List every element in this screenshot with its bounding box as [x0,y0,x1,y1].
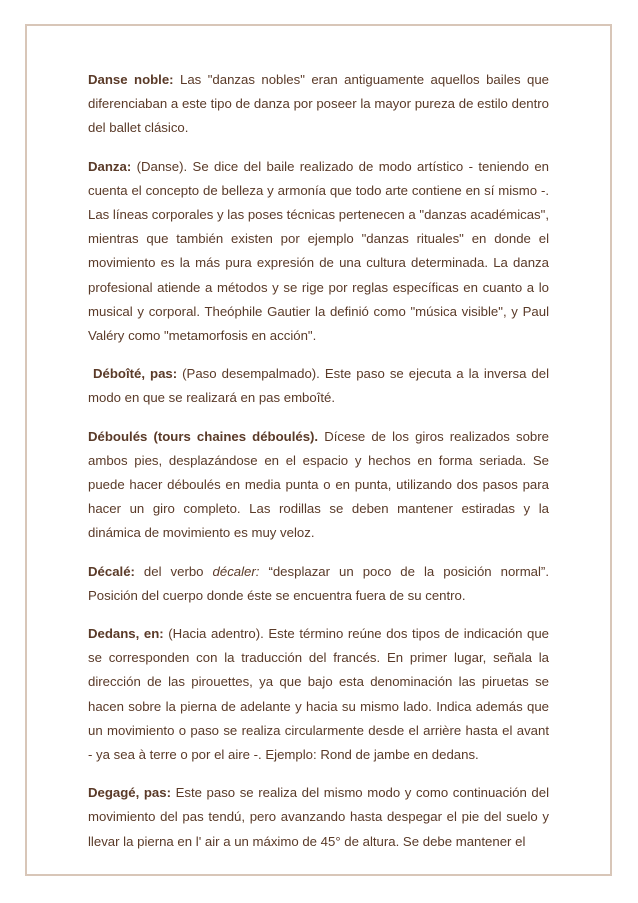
entry-text: (Paso desempalmado). Este paso se ejecuta a la inversa del modo en que se realizará en pas emboîté. [88,366,549,406]
entry-term: Décalé: [88,563,135,579]
entry-term: Dedans, en: [88,626,164,642]
entry-decale [88,560,549,608]
entry-italic-term: décaler: [212,563,260,579]
entry-text: Este paso se realiza del mismo modo y como continuación del movimiento del pas tendú, pero avanzando hasta despegar el pie del suelo y llevar la pierna en l' air a un máximo de 45° de altura. Se debe mantener el [88,785,549,849]
entry-term: Degagé, pas: [88,785,171,801]
entry-deboite [88,362,549,410]
entry-text: (Hacia adentro). Este término reúne dos tipos de indicación que se corresponden con la traducción del francés. En primer lugar, señala la dirección de las pirouettes, ya que bajo esta denominación las piruetas se hacen sobre la pierna de adelante y hacia su mismo lado. Indica además que un movimiento o paso se realiza circularmente desde el arrière hasta el avant - ya sea à terre o por el aire -. Ejemplo: Rond de jambe en dedans. [88,626,550,763]
entry-text: Las "danzas nobles" eran antiguamente aquellos bailes que diferenciaban a este tipo de danza por poseer la mayor pureza de estilo dentro del ballet clásico. [88,72,549,136]
entry-term: Danse noble: [88,72,174,87]
entry-term: Danza: [88,158,132,174]
entry-danse-noble [88,68,549,141]
entry-deboules [88,425,549,546]
entry-text: (Danse). Se dice del baile realizado de modo artístico - teniendo en cuenta el concepto de belleza y armonía que todo arte contiene en sí mismo -. Las líneas corporales y las poses técnicas pertenecen a "danzas académicas", mientras que también existen por ejemplo "danzas rituales" en donde el movimiento es la más pura expresión de una cultura determinada. La danza profesional atiende a métodos y se rige por reglas específicas en cuanto a lo musical y corporal. Theóphile Gautier la definió como "música visible", y Paul Valéry como "metamorfosis en acción". [88,158,549,344]
entry-term: Déboîté, pas: [88,366,178,382]
entry-text: Dícese de los giros realizados sobre ambos pies, desplazándose en el espacio y hechos en forma seriada. Se puede hacer déboulés en media punta o en punta, utilizando dos pasos para hacer un giro completo. Las rodillas se deben mantener estiradas y la dinámica de movimiento es muy veloz. [88,428,549,541]
document-body [88,68,549,868]
entry-term: Déboulés (tours chaines déboulés). [88,428,319,444]
entry-dedans [88,622,549,767]
entry-text-before: del verbo [134,563,213,579]
entry-text: “desplazar un poco de la posición normal”. Posición del cuerpo donde éste se encuentra fuera de su centro. [88,563,549,603]
entry-danza [88,155,549,349]
entry-degage [88,781,549,854]
